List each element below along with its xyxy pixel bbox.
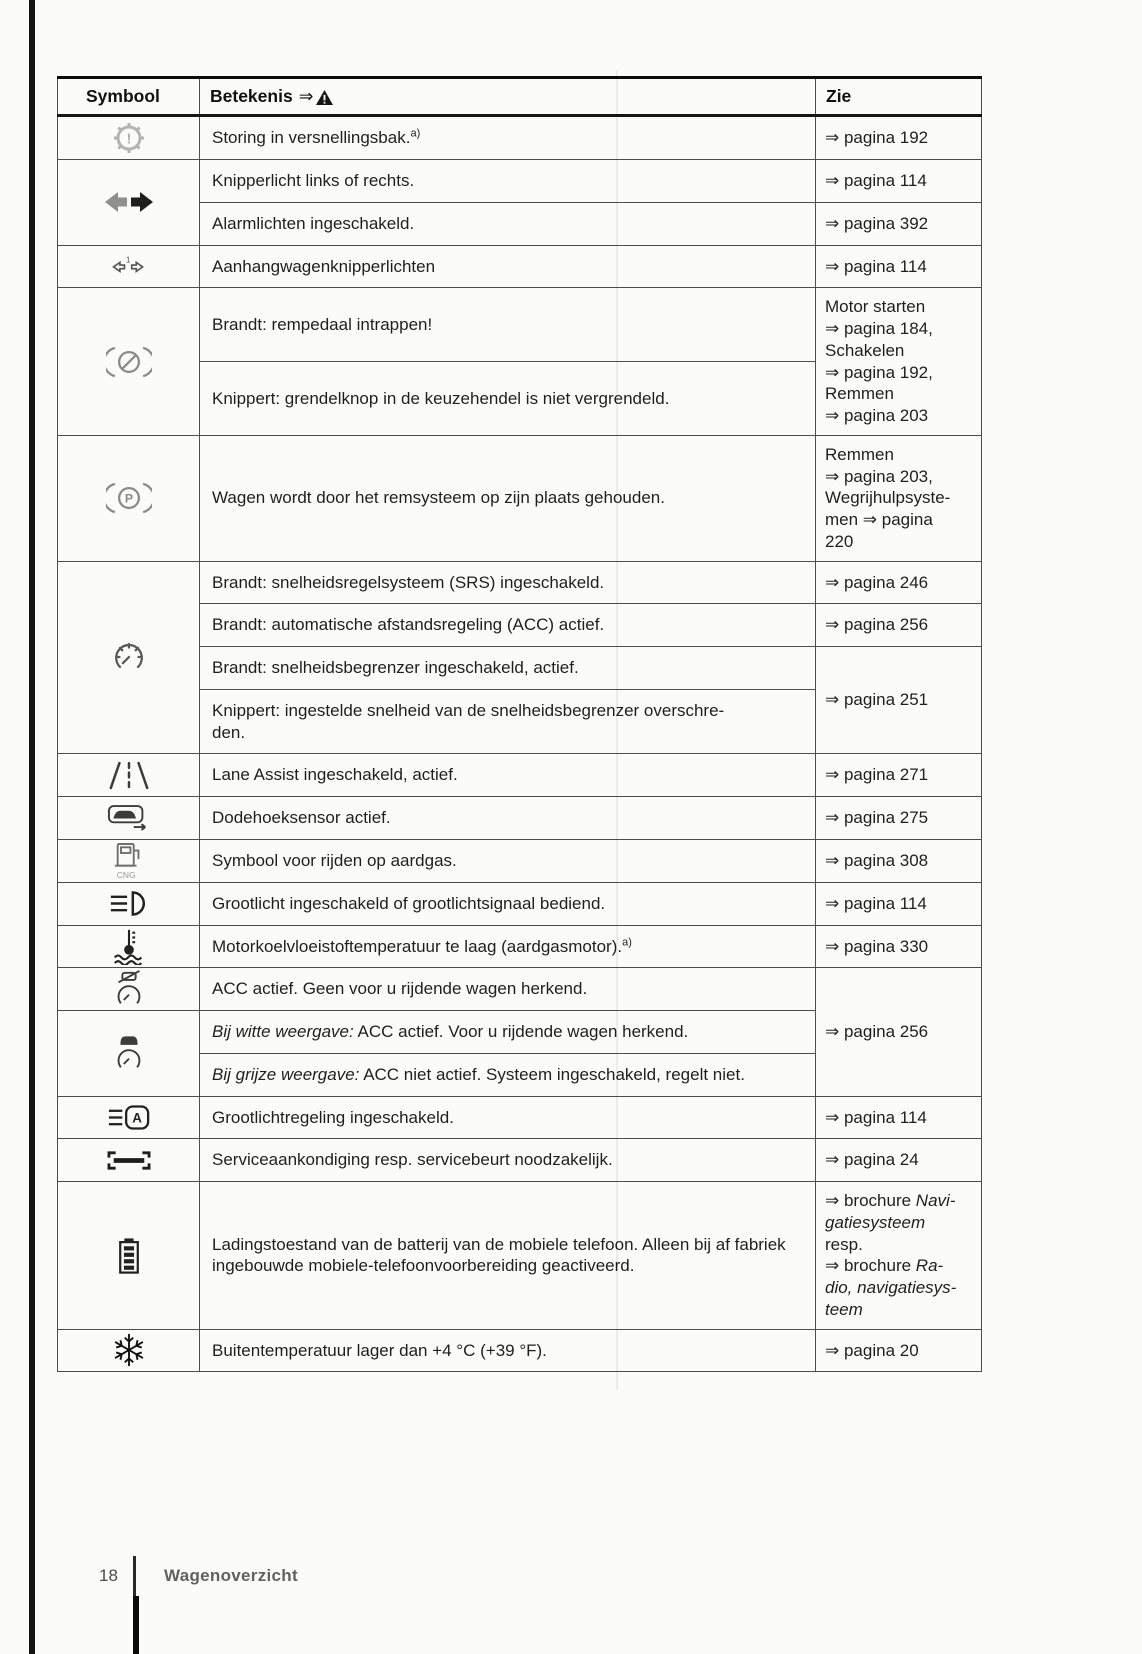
service-wrench-icon <box>106 1150 152 1171</box>
svg-text:A: A <box>131 1110 142 1126</box>
symbol-cell <box>58 160 200 246</box>
meaning-cell: Symbool voor rijden op aardgas. <box>200 839 816 882</box>
table-row <box>58 1139 982 1182</box>
meaning-cell: Grootlicht ingeschakeld of grootlichtsignaal bediend. <box>200 882 816 925</box>
see-cell: ⇒ pagina 308 <box>816 839 982 882</box>
meaning-cell: Brandt: snelheidsbegrenzer ingeschakeld, actief. <box>200 647 816 690</box>
table-row <box>58 1182 982 1330</box>
see-cell: Motor starten ⇒ pagina 184, Schakelen ⇒ pagina 192, Remmen ⇒ pagina 203 <box>816 288 982 436</box>
see-cell: ⇒ pagina 114 <box>816 160 982 203</box>
acc-no-vehicle-icon <box>110 970 148 1008</box>
meaning-cell: Knippert: grendelknop in de keuzehendel is niet vergrendeld. <box>200 362 816 436</box>
table-row <box>58 561 982 604</box>
symbol-cell <box>58 839 200 882</box>
meaning-cell: Lane Assist ingeschakeld, actief. <box>200 754 816 797</box>
see-cell: ⇒ pagina 246 <box>816 561 982 604</box>
see-cell: ⇒ brochure Navi- gatiesysteem resp. ⇒ brochure Ra- dio, navigatiesys- teem <box>816 1182 982 1330</box>
symbol-cell <box>58 754 200 797</box>
header-see-label: Zie <box>826 86 852 106</box>
cng-icon <box>112 841 146 881</box>
table-row <box>58 1096 982 1139</box>
meaning-cell: Brandt: automatische afstandsregeling (ACC) actief. <box>200 604 816 647</box>
symbol-cell <box>58 435 200 561</box>
header-see <box>816 78 982 116</box>
meaning-cell: Knippert: ingestelde snelheid van de snelheidsbegrenzer overschre- den. <box>200 689 816 754</box>
see-cell: ⇒ pagina 114 <box>816 245 982 288</box>
see-cell: ⇒ pagina 275 <box>816 797 982 840</box>
symbol-cell <box>58 1182 200 1330</box>
table-row <box>58 839 982 882</box>
table-header-row <box>58 78 982 116</box>
symbol-cell <box>58 1011 200 1097</box>
header-symbol-label: Symbool <box>86 86 160 106</box>
footer-section-title: Wagenoverzicht <box>164 1566 298 1585</box>
header-meaning <box>200 78 816 116</box>
symbol-cell <box>58 882 200 925</box>
table-row <box>58 245 982 288</box>
meaning-cell: Wagen wordt door het remsysteem op zijn plaats gehouden. <box>200 435 816 561</box>
symbol-cell <box>58 245 200 288</box>
meaning-cell: Bij witte weergave: ACC actief. Voor u rijdende wagen herkend. <box>200 1011 816 1054</box>
meaning-cell: Bij grijze weergave: ACC niet actief. Systeem ingeschakeld, regelt niet. <box>200 1053 816 1096</box>
symbol-cell <box>58 1329 200 1372</box>
phone-battery-icon <box>117 1237 141 1274</box>
meaning-cell: Alarmlichten ingeschakeld. <box>200 202 816 245</box>
see-cell: ⇒ pagina 392 <box>816 202 982 245</box>
cruise-control-icon <box>110 638 148 676</box>
table-row <box>58 288 982 362</box>
table-row <box>58 116 982 160</box>
table-row <box>58 797 982 840</box>
see-cell: ⇒ pagina 330 <box>816 925 982 968</box>
snowflake-icon <box>112 1332 146 1368</box>
scan-edge-artifact <box>29 0 35 1654</box>
meaning-cell: Knipperlicht links of rechts. <box>200 160 816 203</box>
symbol-cell <box>58 968 200 1011</box>
see-cell: ⇒ pagina 271 <box>816 754 982 797</box>
see-cell: ⇒ pagina 251 <box>816 647 982 754</box>
meaning-cell: Aanhangwagenknipperlichten <box>200 245 816 288</box>
arrow-glyph: ⇒ <box>298 86 314 106</box>
see-cell: ⇒ pagina 256 <box>816 968 982 1096</box>
header-symbol <box>58 78 200 116</box>
auto-high-beam-icon <box>107 1104 151 1131</box>
see-cell: ⇒ pagina 192 <box>816 116 982 160</box>
footer-divider <box>133 1556 136 1596</box>
coolant-temperature-low-icon <box>110 927 148 965</box>
see-cell: ⇒ pagina 24 <box>816 1139 982 1182</box>
meaning-cell: Storing in versnellingsbak.$^{a)}$ <box>200 116 816 160</box>
blind-spot-icon <box>107 803 151 832</box>
svg-text:CNG: CNG <box>116 869 136 880</box>
symbol-cell <box>58 288 200 436</box>
warning-triangle-icon <box>315 89 334 106</box>
table-row <box>58 968 982 1011</box>
symbol-cell <box>58 1096 200 1139</box>
see-cell: ⇒ pagina 20 <box>816 1329 982 1372</box>
meaning-cell: Dodehoeksensor actief. <box>200 797 816 840</box>
table-row <box>58 925 982 968</box>
table-row <box>58 754 982 797</box>
parking-brake-icon <box>106 482 152 514</box>
meaning-cell: Brandt: rempedaal intrappen! <box>200 288 816 362</box>
meaning-cell: Buitentemperatuur lager dan +4 °C (+39 °F). <box>200 1329 816 1372</box>
symbol-cell <box>58 1139 200 1182</box>
header-meaning-label: Betekenis <box>210 86 293 106</box>
see-cell: ⇒ pagina 114 <box>816 882 982 925</box>
symbol-cell <box>58 925 200 968</box>
table-row <box>58 160 982 203</box>
meaning-cell: ACC actief. Geen voor u rijdende wagen herkend. <box>200 968 816 1011</box>
footer-page-number: 18 <box>99 1566 118 1585</box>
svg-text:!: ! <box>126 130 131 148</box>
symbol-cell <box>58 797 200 840</box>
meaning-cell: Serviceaankondiging resp. servicebeurt noodzakelijk. <box>200 1139 816 1182</box>
see-cell: ⇒ pagina 114 <box>816 1096 982 1139</box>
meaning-cell: Brandt: snelheidsregelsysteem (SRS) ingeschakeld. <box>200 561 816 604</box>
see-cell: ⇒ pagina 256 <box>816 604 982 647</box>
gearbox-warning-icon <box>109 118 149 158</box>
table-row <box>58 1329 982 1372</box>
turn-signals-icon <box>103 190 155 214</box>
scan-bottom-artifact <box>133 1596 139 1654</box>
symbol-table-body <box>58 116 982 1372</box>
lane-assist-icon <box>107 761 151 790</box>
symbol-cell <box>58 116 200 160</box>
see-cell: Remmen ⇒ pagina 203, Wegrijhulpsyste- men ⇒ pagina 220 <box>816 435 982 561</box>
table-row <box>58 435 982 561</box>
trailer-turn-signal-icon <box>109 254 149 278</box>
symbol-table <box>57 76 982 1372</box>
page-footer <box>99 1556 298 1596</box>
meaning-cell: Ladingstoestand van de batterij van de mobiele telefoon. Alleen bij af fabriek ingebouwde mobiele-telefoonvoorbereiding geactiveerd. <box>200 1182 816 1330</box>
svg-text:P: P <box>124 491 133 506</box>
meaning-cell: Motorkoelvloeistoftemperatuur te laag (aardgasmotor).$^{a)}$ <box>200 925 816 968</box>
symbol-cell <box>58 561 200 754</box>
brake-warning-icon <box>106 346 152 378</box>
table-row <box>58 882 982 925</box>
high-beam-icon <box>108 890 150 917</box>
meaning-cell: Grootlichtregeling ingeschakeld. <box>200 1096 816 1139</box>
svg-text:1: 1 <box>125 255 130 265</box>
acc-vehicle-detected-icon <box>110 1034 148 1072</box>
